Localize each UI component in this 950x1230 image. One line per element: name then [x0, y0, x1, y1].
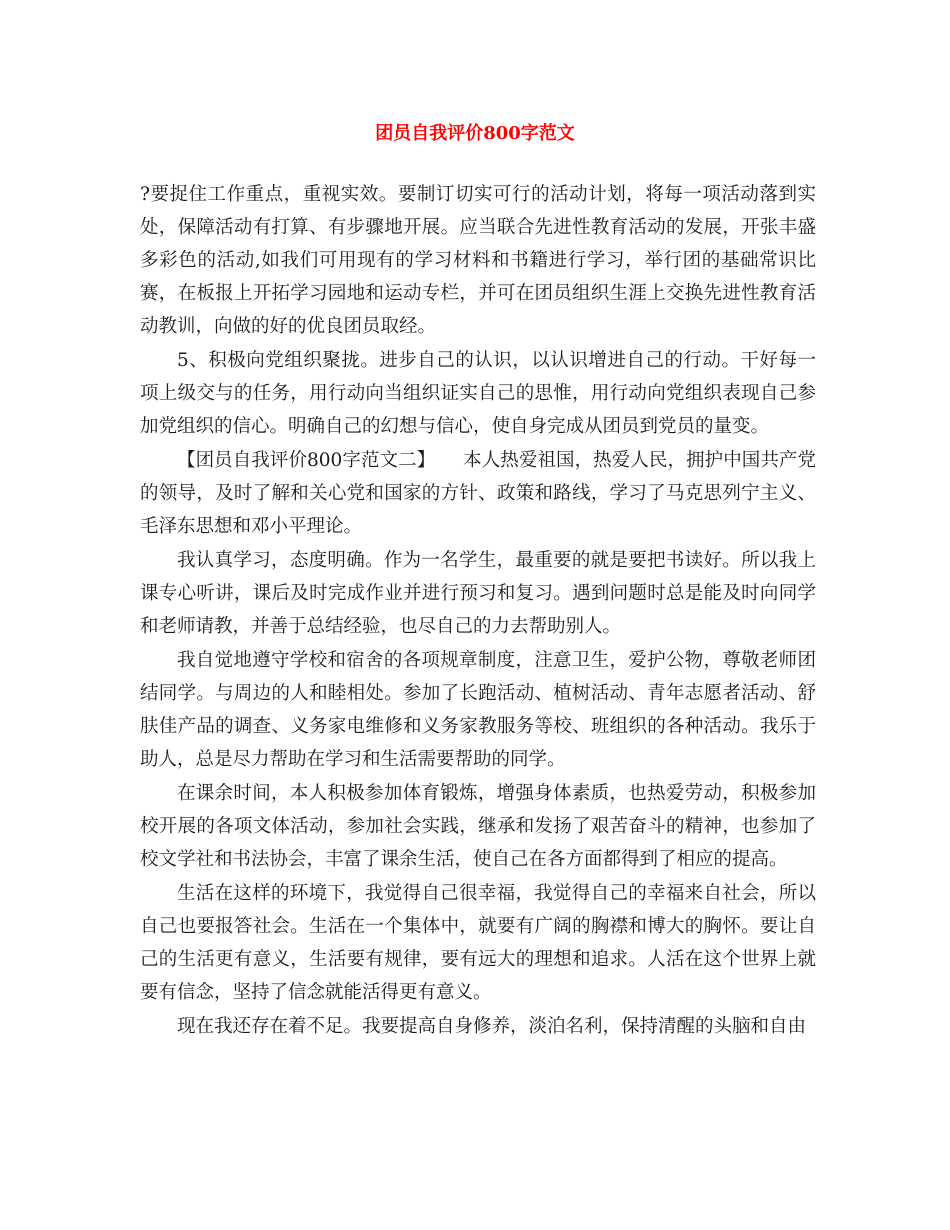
paragraph-7: 生活在这样的环境下，我觉得自己很幸福，我觉得自己的幸福来自社会，所以自己也要报答社会。生活在一个集体中，就要有广阔的胸襟和博大的胸怀。要让自己的生活更有意义，生活要有规律，要有远大的理想和追求。人活在这个世界上就要有信念，坚持了信念就能活得更有意义。	[140, 883, 816, 1003]
document-body	[140, 178, 816, 1044]
paragraph-2: 5、积极向党组织聚拢。进步自己的认识，以认识增进自己的行动。干好每一项上级交与的任务，用行动向当组织证实自己的思惟，用行动向党组织表现自己参加党组织的信心。明确自己的幻想与信心，使自身完成从团员到党员的量变。	[140, 350, 816, 437]
paragraph-4: 我认真学习，态度明确。作为一名学生，最重要的就是要把书读好。所以我上课专心听讲，课后及时完成作业并进行预习和复习。遇到问题时总是能及时向同学和老师请教，并善于总结经验，也尽自己的力去帮助别人。	[140, 550, 816, 637]
paragraph-1: ?要捉住工作重点，重视实效。要制订切实可行的活动计划，将每一项活动落到实处，保障活动有打算、有步骤地开展。应当联合先进性教育活动的发展，开张丰盛多彩色的活动,如我们可用现有的学习材料和书籍进行学习，举行团的基础常识比赛，在板报上开拓学习园地和运动专栏，并可在团员组织生涯上交换先进性教育活动教训，向做的好的优良团员取经。	[140, 184, 816, 337]
paragraph-8: 现在我还存在着不足。我要提高自身修养，淡泊名利，保持清醒的头脑和自由	[177, 1016, 807, 1037]
paragraph-6: 在课余时间，本人积极参加体育锻炼，增强身体素质，也热爱劳动，积极参加校开展的各项文体活动，参加社会实践，继承和发扬了艰苦奋斗的精神，也参加了校文学社和书法协会，丰富了课余生活，使自己在各方面都得到了相应的提高。	[140, 783, 816, 870]
paragraph-5: 我自觉地遵守学校和宿舍的各项规章制度，注意卫生，爱护公物，尊敬老师团结同学。与周边的人和睦相处。参加了长跑活动、植树活动、青年志愿者活动、舒肤佳产品的调查、义务家电维修和义务家教服务等校、班组织的各种活动。我乐于助人，总是尽力帮助在学习和生活需要帮助的同学。	[140, 650, 816, 770]
paragraph-3: 【团员自我评价800字范文二】 本人热爱祖国，热爱人民，拥护中国共产党的领导，及时了解和关心党和国家的方针、政策和路线，学习了马克思列宁主义、毛泽东思想和邓小平理论。	[140, 450, 816, 537]
document-title: 团员自我评价800字范文	[375, 123, 575, 144]
